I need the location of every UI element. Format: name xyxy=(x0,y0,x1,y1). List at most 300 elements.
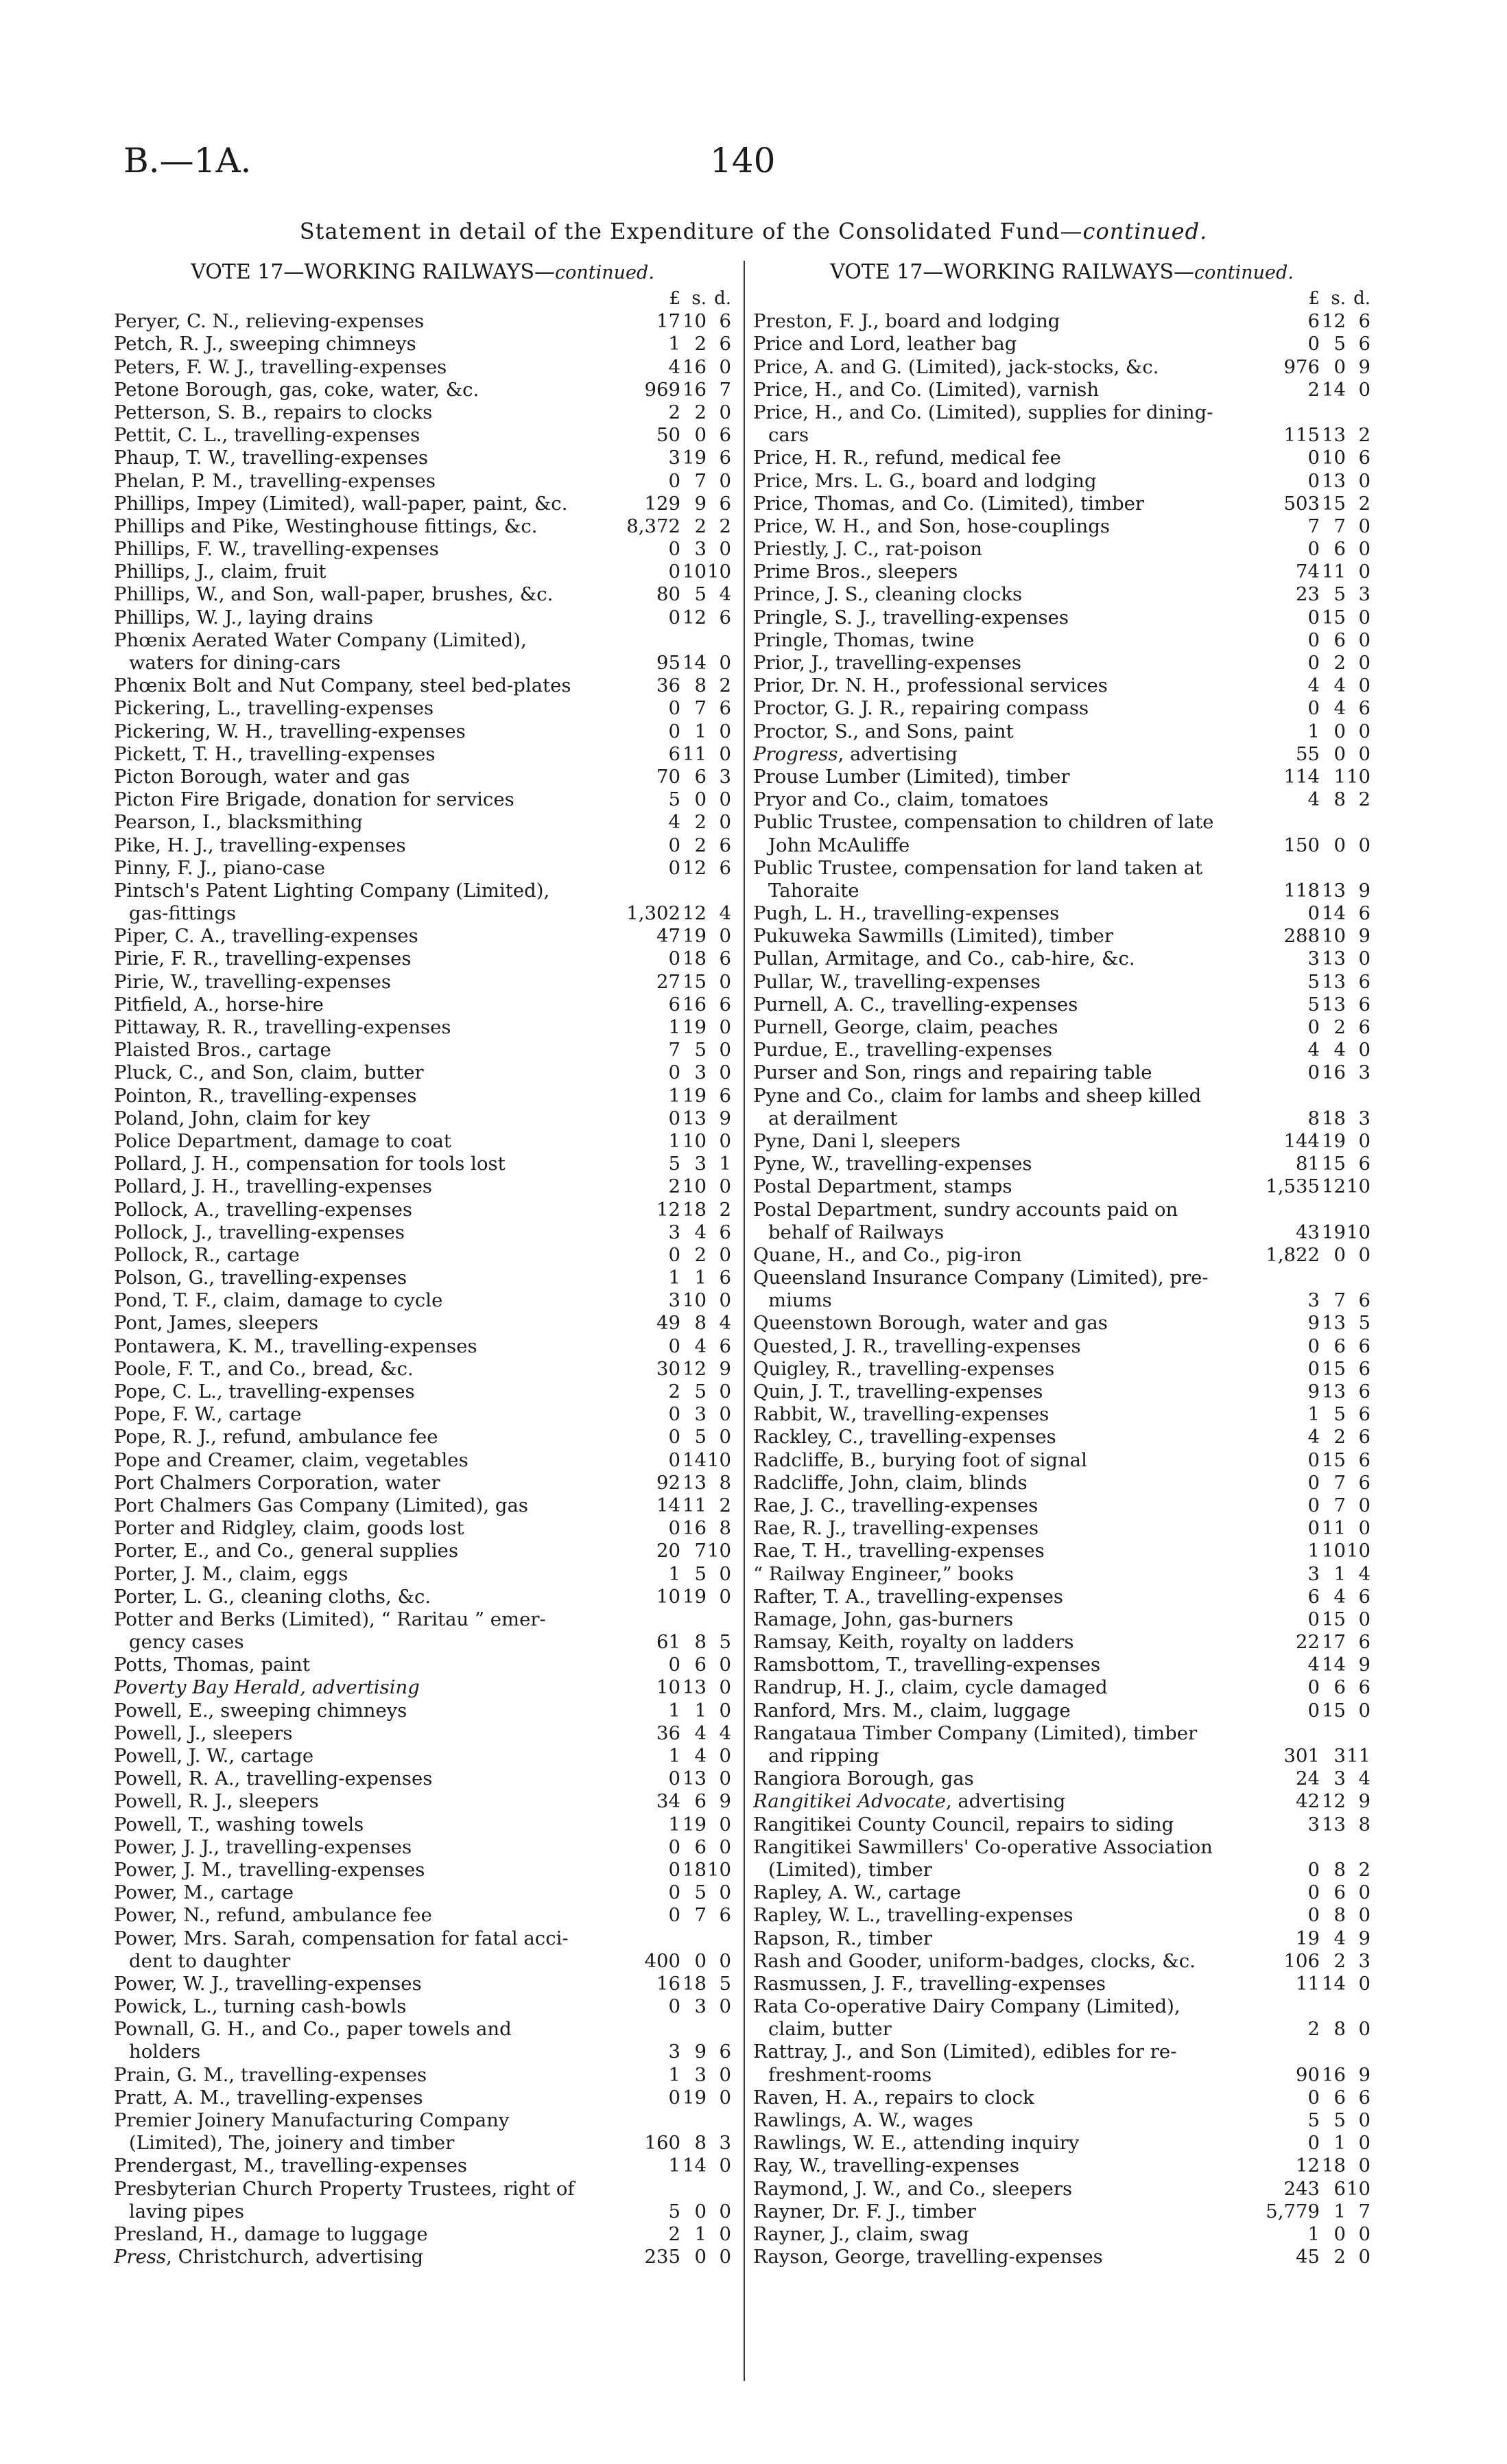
payee-description: Pugh, L. H., travelling-expenses xyxy=(753,902,1060,925)
amount-pence: 0 xyxy=(719,1768,731,1790)
expenditure-row xyxy=(753,1745,1370,1768)
amount-shillings: 13 xyxy=(1322,1813,1346,1835)
expenditure-row xyxy=(114,1403,731,1426)
amount-pence: 2 xyxy=(719,515,731,537)
amount-pounds: 2 xyxy=(668,1381,680,1403)
amount-pounds: 43 xyxy=(1296,1221,1320,1243)
payee-description: Pointon, R., travelling-expenses xyxy=(114,1084,417,1107)
amount-pence: 6 xyxy=(1358,2086,1370,2109)
payee-description: Queensland Insurance Company (Limited), pre- xyxy=(753,1267,1209,1289)
payee-description: Rapson, R., timber xyxy=(753,1927,933,1949)
amount-pounds: 27 xyxy=(656,970,680,993)
expenditure-row xyxy=(753,720,1370,743)
amount-pounds: 1 xyxy=(668,1267,680,1289)
amount-pence: 6 xyxy=(1358,1016,1370,1038)
amount-pence: 9 xyxy=(719,1107,731,1129)
expenditure-row xyxy=(114,1973,731,1995)
payee-description: Pyne and Co., claim for lambs and sheep killed xyxy=(753,1084,1202,1107)
amount-pence: 6 xyxy=(1358,333,1370,355)
right-vote-title: VOTE 17—WORKING RAILWAYS— xyxy=(830,260,1195,284)
amount-pounds: 0 xyxy=(1307,1904,1320,1927)
amount-shillings: 12 xyxy=(1322,1175,1346,1198)
amount-pence: 0 xyxy=(719,720,731,742)
payee-description: Price and Lord, leather bag xyxy=(753,333,1017,355)
amount-shillings: s. xyxy=(1331,288,1346,309)
amount-pounds: 12 xyxy=(1296,2155,1320,2177)
amount-pence: 0 xyxy=(719,469,731,492)
expenditure-row xyxy=(114,1927,731,1950)
amount-shillings: 11 xyxy=(1322,561,1346,583)
amount-pounds: 0 xyxy=(1307,1494,1320,1516)
amount-pence: 4 xyxy=(719,583,731,606)
amount-pounds: 8,372 xyxy=(626,515,680,537)
amount-pounds: 976 xyxy=(1283,355,1320,378)
expenditure-row xyxy=(114,1950,731,1973)
payee-description: Rae, R. J., travelling-expenses xyxy=(753,1517,1039,1540)
payee-description: Pettit, C. L., travelling-expenses xyxy=(114,424,420,447)
amount-pounds: 4 xyxy=(668,355,680,378)
amount-pounds: 1 xyxy=(1307,1540,1320,1562)
payee-description: Rangitikei Sawmillers' Co-operative Association xyxy=(753,1835,1213,1858)
expenditure-row xyxy=(114,1540,731,1562)
amount-pounds: 5 xyxy=(668,1153,680,1175)
payee-description: Prendergast, M., travelling-expenses xyxy=(114,2155,467,2177)
amount-pence: 4 xyxy=(719,1312,731,1335)
amount-pence: 6 xyxy=(1358,310,1370,333)
amount-pence: 2 xyxy=(1358,424,1370,447)
payee-description: Rapley, A. W., cartage xyxy=(753,1881,962,1904)
amount-pounds: 1,302 xyxy=(626,902,680,925)
expenditure-row xyxy=(114,1358,731,1381)
amount-shillings: 7 xyxy=(1333,515,1346,537)
payee-description: waters for dining-cars xyxy=(129,652,341,674)
payee-description: Ray, W., travelling-expenses xyxy=(753,2155,1020,2177)
expenditure-row xyxy=(753,1973,1370,1995)
amount-pounds: 0 xyxy=(1307,447,1320,469)
amount-pounds: 23 xyxy=(1296,583,1320,606)
expenditure-row xyxy=(114,2041,731,2063)
payee-description: Proctor, S., and Sons, paint xyxy=(753,720,1014,742)
amount-pence: 3 xyxy=(719,765,731,788)
expenditure-row xyxy=(753,2132,1370,2155)
payee-description: Porter, L. G., cleaning cloths, &c. xyxy=(114,1585,431,1608)
payee-description: Power, M., cartage xyxy=(114,1881,294,1904)
expenditure-row xyxy=(114,2109,731,2132)
left-vote-continued: continued. xyxy=(555,262,654,283)
column-divider xyxy=(744,261,745,2381)
amount-pounds: 1,822 xyxy=(1266,1243,1320,1266)
amount-shillings: 15 xyxy=(1322,492,1346,515)
expenditure-row xyxy=(753,1881,1370,1904)
amount-pounds: 0 xyxy=(668,948,680,970)
amount-pounds: 235 xyxy=(644,2246,680,2268)
expenditure-row xyxy=(753,2018,1370,2041)
amount-pence: 9 xyxy=(1358,1654,1370,1676)
amount-pounds: 6 xyxy=(1307,1585,1320,1608)
amount-shillings: 8 xyxy=(694,1631,707,1654)
amount-shillings: 12 xyxy=(683,856,707,879)
payee-description: Rabbit, W., travelling-expenses xyxy=(753,1403,1049,1426)
payee-description: Pinny, F. J., piano-case xyxy=(114,856,326,879)
expenditure-row xyxy=(114,1175,731,1198)
expenditure-row xyxy=(753,1403,1370,1426)
payee-description: Rae, J. C., travelling-expenses xyxy=(753,1494,1039,1516)
amount-pounds: 7 xyxy=(1307,515,1320,537)
amount-pounds: 10 xyxy=(656,1676,680,1699)
amount-pence: 6 xyxy=(719,606,731,629)
expenditure-row xyxy=(753,811,1370,834)
payee-description: Press, Christchurch, advertising xyxy=(114,2246,424,2268)
expenditure-row xyxy=(753,948,1370,970)
amount-pounds: 34 xyxy=(656,1790,680,1813)
amount-pence: 5 xyxy=(719,1972,731,1995)
expenditure-row xyxy=(114,1563,731,1586)
expenditure-row xyxy=(753,1563,1370,1586)
amount-shillings: 6 xyxy=(694,1790,707,1813)
amount-pounds: 0 xyxy=(668,834,680,856)
payee-description: Powell, T., washing towels xyxy=(114,1813,364,1835)
expenditure-row xyxy=(753,1107,1370,1130)
payee-description: Pirie, F. R., travelling-expenses xyxy=(114,948,412,970)
expenditure-row xyxy=(114,1244,731,1267)
payee-description: Price, H. R., refund, medical fee xyxy=(753,447,1061,469)
payee-description: Price, H., and Co. (Limited), varnish xyxy=(753,378,1100,401)
payee-description: Ramsbottom, T., travelling-expenses xyxy=(753,1654,1101,1676)
amount-pence: 0 xyxy=(1358,1699,1370,1722)
amount-pence: 0 xyxy=(1358,1881,1370,1904)
payee-description: Poverty Bay Herald, advertising xyxy=(114,1676,420,1699)
amount-pounds: 1 xyxy=(668,1016,680,1038)
payee-description: Phœnix Aerated Water Company (Limited), xyxy=(114,629,527,651)
amount-pence: 9 xyxy=(1358,925,1370,948)
payee-description: Pullar, W., travelling-expenses xyxy=(753,970,1041,993)
expenditure-row xyxy=(114,1790,731,1813)
amount-pounds: 0 xyxy=(668,469,680,492)
amount-shillings: 14 xyxy=(1322,902,1346,925)
expenditure-row xyxy=(114,1221,731,1244)
amount-shillings: 13 xyxy=(1322,948,1346,970)
amount-shillings: 11 xyxy=(683,742,707,765)
expenditure-row xyxy=(753,447,1370,469)
amount-pounds: 400 xyxy=(644,1949,680,1972)
amount-pounds: 0 xyxy=(1307,1471,1320,1494)
amount-shillings: 5 xyxy=(694,1039,707,1061)
payee-description: Power, N., refund, ambulance fee xyxy=(114,1904,432,1927)
amount-shillings: 1 xyxy=(694,720,707,742)
expenditure-row xyxy=(753,880,1370,902)
amount-shillings: 19 xyxy=(683,447,707,469)
payee-description: Price, A. and G. (Limited), jack-stocks, &c. xyxy=(753,355,1159,378)
amount-pounds: 0 xyxy=(668,606,680,629)
amount-pounds: 0 xyxy=(668,1995,680,2018)
amount-shillings: 13 xyxy=(1322,879,1346,902)
amount-pounds: 30 xyxy=(656,1357,680,1380)
amount-pounds: 0 xyxy=(1307,1335,1320,1357)
amount-pounds: 4 xyxy=(1307,1039,1320,1061)
amount-shillings: 0 xyxy=(1333,720,1346,742)
expenditure-row xyxy=(753,1950,1370,1973)
payee-description: Premier Joinery Manufacturing Company xyxy=(114,2109,510,2131)
amount-pence: 6 xyxy=(719,424,731,447)
payee-description: Pearson, I., blacksmithing xyxy=(114,811,363,834)
expenditure-row xyxy=(753,788,1370,811)
payee-description: Purnell, A. C., travelling-expenses xyxy=(753,993,1078,1016)
amount-pounds: 1 xyxy=(668,2155,680,2177)
amount-shillings: 19 xyxy=(1322,1221,1346,1243)
expenditure-row xyxy=(753,1586,1370,1608)
amount-pounds: 0 xyxy=(1307,629,1320,651)
expenditure-row xyxy=(114,1768,731,1790)
amount-shillings: 12 xyxy=(1322,310,1346,333)
amount-shillings: 0 xyxy=(1333,834,1346,856)
right-expenditure-list xyxy=(753,288,1370,2268)
expenditure-row xyxy=(753,493,1370,515)
payee-description: (Limited), The, joinery and timber xyxy=(129,2132,455,2155)
amount-pence: 6 xyxy=(719,856,731,879)
amount-pence: 6 xyxy=(1358,993,1370,1016)
payee-description: Pryor and Co., claim, tomatoes xyxy=(753,788,1049,811)
amount-pounds: 114 xyxy=(1283,765,1320,788)
amount-pence: 10 xyxy=(1346,1175,1370,1198)
amount-pence: 5 xyxy=(1358,1312,1370,1335)
amount-pounds: 3 xyxy=(1307,1562,1320,1585)
payee-description: Pitfield, A., horse-hire xyxy=(114,993,324,1016)
amount-shillings: 3 xyxy=(1333,1745,1346,1767)
amount-pounds: 61 xyxy=(656,1631,680,1654)
expenditure-row xyxy=(753,1768,1370,1790)
amount-pence: 0 xyxy=(719,1949,731,1972)
expenditure-row xyxy=(753,2246,1370,2268)
amount-pence: 0 xyxy=(1358,378,1370,401)
amount-pounds: 2 xyxy=(668,401,680,423)
expenditure-row xyxy=(753,1700,1370,1722)
amount-pounds: 20 xyxy=(656,1540,680,1562)
amount-pence: 9 xyxy=(1358,2063,1370,2086)
expenditure-row xyxy=(753,1608,1370,1631)
payee-description: Rangitikei Advocate, advertising xyxy=(753,1790,1066,1813)
payee-description: Ramage, John, gas-burners xyxy=(753,1608,1014,1630)
amount-shillings: 3 xyxy=(694,2063,707,2086)
amount-pence: 0 xyxy=(1358,2155,1370,2177)
amount-shillings: 13 xyxy=(683,1107,707,1129)
amount-pounds: 24 xyxy=(1296,1768,1320,1790)
amount-pence: 9 xyxy=(1358,1790,1370,1813)
expenditure-row xyxy=(114,1289,731,1312)
payee-description: Rackley, C., travelling-expenses xyxy=(753,1426,1056,1448)
amount-pence: 6 xyxy=(719,310,731,333)
amount-pence: 10 xyxy=(707,1448,731,1471)
expenditure-row xyxy=(753,1472,1370,1494)
amount-shillings: 0 xyxy=(1333,2222,1346,2245)
expenditure-row xyxy=(114,2018,731,2041)
payee-description: Pickering, W. H., travelling-expenses xyxy=(114,720,466,742)
amount-pounds: 49 xyxy=(656,1312,680,1335)
amount-pounds: 0 xyxy=(668,1335,680,1357)
amount-pence: 0 xyxy=(719,2086,731,2109)
expenditure-row xyxy=(114,674,731,697)
amount-shillings: 12 xyxy=(683,1357,707,1380)
expenditure-row xyxy=(114,538,731,561)
payee-description: Pontawera, K. M., travelling-expenses xyxy=(114,1335,477,1357)
expenditure-row xyxy=(114,1722,731,1745)
amount-pounds: 1 xyxy=(1307,1403,1320,1426)
amount-pounds: 5 xyxy=(668,2200,680,2222)
amount-pounds: 36 xyxy=(656,674,680,697)
payee-description: Phœnix Bolt and Nut Company, steel bed-plates xyxy=(114,674,571,697)
payee-description: Rayner, J., claim, swag xyxy=(753,2222,969,2245)
expenditure-row xyxy=(753,333,1370,355)
payee-description: Pickett, T. H., travelling-expenses xyxy=(114,742,436,765)
amount-shillings: 2 xyxy=(694,811,707,834)
amount-pence: 0 xyxy=(719,1562,731,1585)
amount-pounds: 106 xyxy=(1283,1949,1320,1972)
amount-shillings: 12 xyxy=(683,606,707,629)
amount-shillings: 2 xyxy=(694,401,707,423)
amount-pence: 2 xyxy=(719,674,731,697)
amount-shillings: 6 xyxy=(1333,2086,1346,2109)
left-column xyxy=(114,257,731,2268)
payee-description: Quane, H., and Co., pig-iron xyxy=(753,1243,1022,1266)
expenditure-row xyxy=(114,1881,731,1904)
amount-shillings: 14 xyxy=(683,2155,707,2177)
payee-description: Rawlings, A. W., wages xyxy=(753,2109,973,2131)
expenditure-row xyxy=(114,788,731,811)
amount-pence: 7 xyxy=(1358,2200,1370,2222)
expenditure-row xyxy=(114,2064,731,2087)
amount-pence: 4 xyxy=(719,1722,731,1744)
amount-shillings: 18 xyxy=(1322,2155,1346,2177)
amount-pounds: 3 xyxy=(1307,1289,1320,1312)
amount-pounds: 301 xyxy=(1283,1745,1320,1767)
expenditure-row xyxy=(114,1061,731,1084)
payee-description: Pope, R. J., refund, ambulance fee xyxy=(114,1426,438,1448)
payee-description: Raven, H. A., repairs to clock xyxy=(753,2086,1034,2109)
amount-shillings: 4 xyxy=(694,1335,707,1357)
amount-shillings: 6 xyxy=(694,1835,707,1858)
expenditure-row xyxy=(753,424,1370,447)
right-column xyxy=(753,257,1370,2268)
amount-pounds: 4 xyxy=(1307,1426,1320,1448)
amount-pence: 0 xyxy=(719,1745,731,1767)
expenditure-row xyxy=(114,1130,731,1153)
amount-pence: 0 xyxy=(1358,1129,1370,1152)
amount-pence: 0 xyxy=(719,2246,731,2268)
amount-pounds: 3 xyxy=(668,447,680,469)
amount-pence: 6 xyxy=(719,2041,731,2063)
expenditure-row xyxy=(753,1449,1370,1472)
payee-description: Power, J. M., travelling-expenses xyxy=(114,1858,425,1881)
amount-shillings: 13 xyxy=(683,1768,707,1790)
amount-shillings: 5 xyxy=(694,1426,707,1448)
amount-pence: 6 xyxy=(719,697,731,720)
amount-pounds: 2 xyxy=(668,1175,680,1198)
payee-description: Rangitikei County Council, repairs to siding xyxy=(753,1813,1174,1835)
amount-pounds: 0 xyxy=(668,856,680,879)
payee-description: Piper, C. A., travelling-expenses xyxy=(114,925,418,948)
amount-pounds: £ xyxy=(669,288,680,309)
amount-shillings: 18 xyxy=(683,1198,707,1221)
expenditure-row xyxy=(114,1608,731,1631)
amount-pence: 4 xyxy=(1358,1768,1370,1790)
amount-pounds: 0 xyxy=(668,720,680,742)
amount-shillings: 5 xyxy=(1333,583,1346,606)
amount-pence: 8 xyxy=(1358,1813,1370,1835)
payee-description: Phillips, Impey (Limited), wall-paper, paint, &c. xyxy=(114,492,568,515)
amount-pounds: 0 xyxy=(668,1654,680,1676)
amount-pounds: 4 xyxy=(1307,674,1320,697)
amount-shillings: 16 xyxy=(1322,2063,1346,2086)
expenditure-row xyxy=(753,538,1370,561)
expenditure-row xyxy=(114,1107,731,1130)
payee-description: at derailment xyxy=(768,1107,898,1129)
expenditure-row xyxy=(114,1085,731,1107)
amount-pence: 0 xyxy=(719,1881,731,1904)
expenditure-row xyxy=(753,629,1370,652)
expenditure-row xyxy=(114,834,731,857)
amount-pence: 0 xyxy=(1358,1494,1370,1516)
amount-shillings: 3 xyxy=(694,538,707,561)
amount-pence: 0 xyxy=(1358,674,1370,697)
amount-pence: 0 xyxy=(1358,2018,1370,2041)
amount-pence: 11 xyxy=(1346,1745,1370,1767)
amount-pence: 10 xyxy=(707,1858,731,1881)
amount-pounds: 6 xyxy=(668,993,680,1016)
amount-pounds: 42 xyxy=(1296,1790,1320,1813)
payee-description: Powick, L., turning cash-bowls xyxy=(114,1995,407,2018)
expenditure-row xyxy=(114,470,731,493)
payee-description: Progress, advertising xyxy=(753,742,958,765)
amount-pounds: 9 xyxy=(1307,1381,1320,1403)
amount-pence: 0 xyxy=(719,1654,731,1676)
expenditure-row xyxy=(753,766,1370,788)
amount-shillings: 5 xyxy=(1333,333,1346,355)
payee-description: Ramsay, Keith, royalty on ladders xyxy=(753,1631,1074,1654)
expenditure-row xyxy=(114,2132,731,2155)
expenditure-row xyxy=(114,880,731,902)
amount-shillings: 19 xyxy=(683,1084,707,1107)
amount-pounds: 144 xyxy=(1283,1129,1320,1152)
expenditure-row xyxy=(114,1449,731,1472)
payee-description: Pollock, R., cartage xyxy=(114,1243,300,1266)
amount-shillings: 6 xyxy=(1333,2177,1346,2200)
expenditure-row xyxy=(114,1039,731,1061)
expenditure-row xyxy=(753,994,1370,1016)
amount-pence: 0 xyxy=(719,742,731,765)
payee-description: and ripping xyxy=(768,1745,879,1767)
expenditure-row xyxy=(114,1676,731,1699)
expenditure-row xyxy=(753,1426,1370,1448)
payee-description: Potter and Berks (Limited), “ Raritau ” emer- xyxy=(114,1608,546,1630)
amount-pounds: 0 xyxy=(1307,2132,1320,2155)
amount-pence: 0 xyxy=(1358,2246,1370,2268)
amount-shillings: 8 xyxy=(1333,1858,1346,1881)
payee-description: Pont, James, sleepers xyxy=(114,1312,319,1335)
amount-pence: 0 xyxy=(719,2155,731,2177)
amount-pounds: 2 xyxy=(1307,2018,1320,2041)
expenditure-row xyxy=(114,1312,731,1335)
amount-pence: 0 xyxy=(1358,2109,1370,2131)
amount-pounds: 503 xyxy=(1283,492,1320,515)
payee-description: Pratt, A. M., travelling-expenses xyxy=(114,2086,423,2109)
amount-pounds: 55 xyxy=(1296,742,1320,765)
amount-pounds: 0 xyxy=(1307,469,1320,492)
amount-pence: 6 xyxy=(719,1084,731,1107)
amount-pounds: 5,779 xyxy=(1266,2200,1320,2222)
payee-description: Radcliffe, B., burying foot of signal xyxy=(753,1448,1087,1471)
expenditure-row xyxy=(114,1472,731,1494)
expenditure-row xyxy=(114,1381,731,1403)
payee-description: “ Railway Engineer,” books xyxy=(753,1562,1014,1585)
